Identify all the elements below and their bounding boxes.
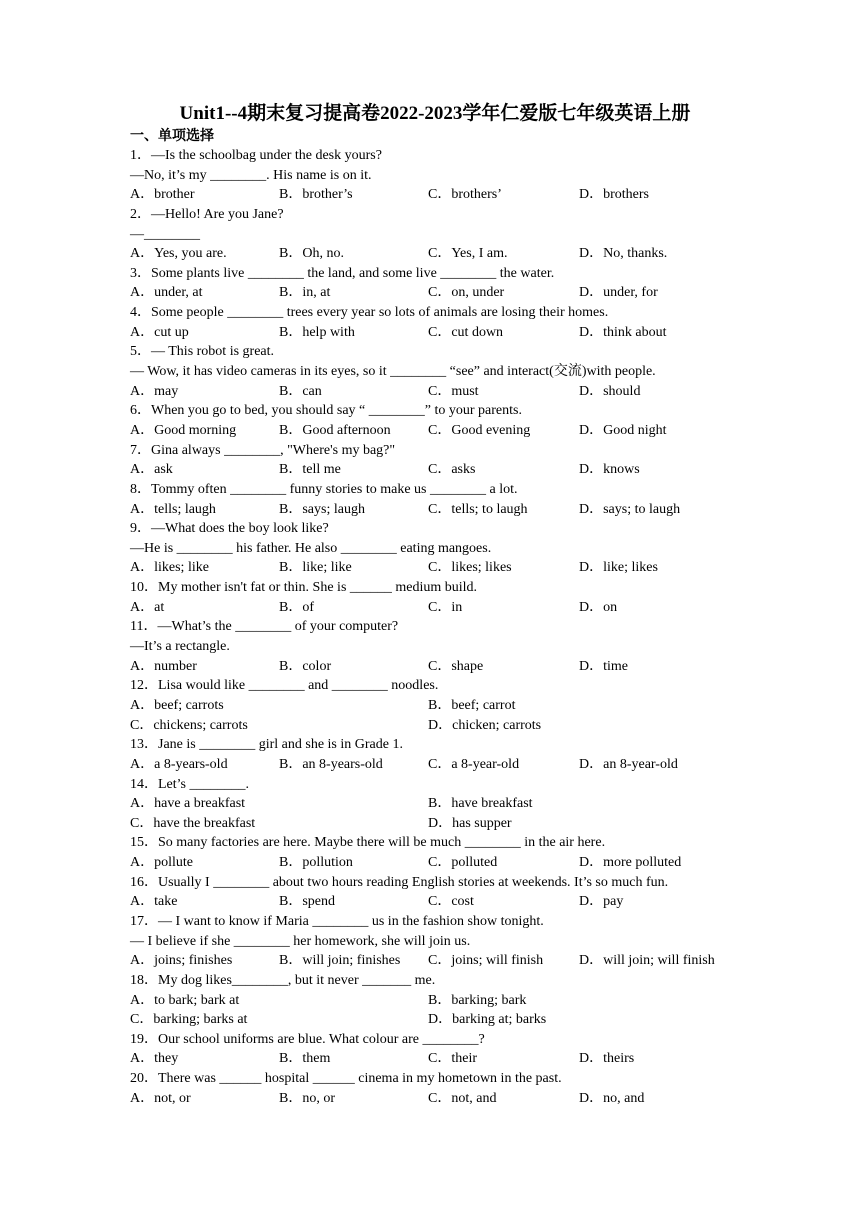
answer-option: B．will join; finishes <box>279 953 401 969</box>
answer-option: D．pay <box>579 894 624 910</box>
options-row <box>130 323 750 343</box>
options-row <box>130 991 750 1011</box>
question-stem: 5．— This robot is great. <box>130 344 275 360</box>
options-row <box>130 696 750 716</box>
answer-option: B．can <box>279 383 322 399</box>
answer-option: C．joins; will finish <box>428 953 544 969</box>
options-row <box>130 1089 750 1109</box>
answer-option: C．likes; likes <box>428 560 512 576</box>
answer-option: A．have a breakfast <box>130 796 246 812</box>
answer-option: A．ask <box>130 462 173 478</box>
answer-option: C．must <box>428 383 479 399</box>
options-row <box>130 421 750 441</box>
question-stem: 8．Tommy often ________ funny stories to make us ________ a lot. <box>130 481 518 497</box>
answer-option: C．tells; to laugh <box>428 501 528 517</box>
question-item <box>130 264 750 303</box>
answer-option: C．in <box>428 599 463 615</box>
answer-option: D．think about <box>579 324 667 340</box>
options-row <box>130 1049 750 1069</box>
options-row <box>130 794 750 814</box>
answer-option: B．brother’s <box>279 187 353 203</box>
answer-option: A．brother <box>130 187 195 203</box>
answer-option: D．an 8-year-old <box>579 756 678 772</box>
answer-option: D．has supper <box>428 815 512 831</box>
answer-option: B．help with <box>279 324 355 340</box>
answer-option: D．brothers <box>579 187 649 203</box>
question-text-line: — Wow, it has video cameras in its eyes, so it ________ “see” and interact(交流)with people. <box>130 364 656 380</box>
answer-option: B．says; laugh <box>279 501 365 517</box>
question-stem: 2．—Hello! Are you Jane? <box>130 206 284 222</box>
question-item <box>130 735 750 774</box>
answer-option: A．cut up <box>130 324 189 340</box>
options-row <box>130 892 750 912</box>
answer-option: B．have breakfast <box>428 796 533 812</box>
answer-option: D．chicken; carrots <box>428 717 542 733</box>
question-text-line: —He is ________ his father. He also ________ eating mangoes. <box>130 540 492 556</box>
answer-option: A．to bark; bark at <box>130 992 240 1008</box>
question-stem: 7．Gina always ________, "Where's my bag?" <box>130 442 396 458</box>
answer-option: C．brothers’ <box>428 187 502 203</box>
options-row <box>130 657 750 677</box>
answer-option: B．an 8-years-old <box>279 756 383 772</box>
question-text-line: — I believe if she ________ her homework, she will join us. <box>130 933 471 949</box>
answer-option: B．tell me <box>279 462 341 478</box>
question-text-line: —It’s a rectangle. <box>130 639 230 655</box>
answer-option: D．knows <box>579 462 640 478</box>
question-item <box>130 833 750 872</box>
answer-option: D．says; to laugh <box>579 501 681 517</box>
answer-option: D．will join; will finish <box>579 953 715 969</box>
question-item <box>130 873 750 912</box>
answer-option: D．should <box>579 383 641 399</box>
answer-option: C．shape <box>428 658 484 674</box>
question-stem: 20．There was ______ hospital ______ cinema in my hometown in the past. <box>130 1071 562 1087</box>
options-row <box>130 244 750 264</box>
question-item <box>130 775 750 834</box>
answer-option: D．theirs <box>579 1051 635 1067</box>
question-item <box>130 1069 750 1108</box>
answer-option: C．barking; barks at <box>130 1012 248 1028</box>
answer-option: B．barking; bark <box>428 992 527 1008</box>
options-row <box>130 814 750 834</box>
question-item <box>130 912 750 971</box>
question-item <box>130 441 750 480</box>
document-title: Unit1--4期末复习提高卷2022-2023学年仁爱版七年级英语上册 <box>179 103 691 124</box>
answer-option: B．them <box>279 1051 331 1067</box>
answer-option: D．no, and <box>579 1090 645 1106</box>
answer-option: A．may <box>130 383 179 399</box>
question-item <box>130 676 750 735</box>
question-stem: 14．Let’s ________. <box>130 776 249 792</box>
answer-option: C．Good evening <box>428 422 531 438</box>
answer-option: A．they <box>130 1051 179 1067</box>
question-list <box>130 146 750 1108</box>
options-row <box>130 558 750 578</box>
question-stem: 11．—What’s the ________ of your computer? <box>130 619 399 635</box>
answer-option: C．a 8-year-old <box>428 756 520 772</box>
question-item <box>130 205 750 264</box>
answer-option: B．no, or <box>279 1090 335 1106</box>
question-item <box>130 401 750 440</box>
answer-option: A．joins; finishes <box>130 953 233 969</box>
answer-option: A．tells; laugh <box>130 501 216 517</box>
answer-option: C．their <box>428 1051 477 1067</box>
answer-option: A．beef; carrots <box>130 697 224 713</box>
answer-option: C．chickens; carrots <box>130 717 248 733</box>
options-row <box>130 951 750 971</box>
question-stem: 15．So many factories are here. Maybe there will be much ________ in the air here. <box>130 835 606 851</box>
answer-option: B．in, at <box>279 285 331 301</box>
question-stem: 18．My dog likes________, but it never _______ me. <box>130 972 436 988</box>
question-item <box>130 519 750 578</box>
answer-option: C．asks <box>428 462 476 478</box>
answer-option: C．cut down <box>428 324 504 340</box>
question-item <box>130 617 750 676</box>
question-item <box>130 578 750 617</box>
answer-option: A．Yes, you are. <box>130 246 227 262</box>
question-stem: 6．When you go to bed, you should say “ ________” to your parents. <box>130 403 522 419</box>
question-item <box>130 303 750 342</box>
question-stem: 12．Lisa would like ________ and ________ noodles. <box>130 678 439 694</box>
answer-option: A．not, or <box>130 1090 191 1106</box>
answer-option: D．time <box>579 658 628 674</box>
options-row <box>130 716 750 736</box>
options-row <box>130 853 750 873</box>
options-row <box>130 598 750 618</box>
answer-option: B．pollution <box>279 855 353 871</box>
answer-option: A．take <box>130 894 178 910</box>
options-row <box>130 185 750 205</box>
answer-option: A．pollute <box>130 855 193 871</box>
answer-option: C．have the breakfast <box>130 815 256 831</box>
answer-option: B．Oh, no. <box>279 246 344 262</box>
question-text-line: —________ <box>130 226 200 242</box>
answer-option: B．color <box>279 658 332 674</box>
question-stem: 10．My mother isn't fat or thin. She is ______ medium build. <box>130 580 478 596</box>
answer-option: A．number <box>130 658 197 674</box>
answer-option: C．on, under <box>428 285 505 301</box>
question-stem: 16．Usually I ________ about two hours reading English stories at weekends. It’s so much fun. <box>130 874 669 890</box>
options-row <box>130 283 750 303</box>
answer-option: D．Good night <box>579 422 667 438</box>
answer-option: B．spend <box>279 894 335 910</box>
answer-option: A．under, at <box>130 285 203 301</box>
question-item <box>130 1030 750 1069</box>
question-stem: 17．— I want to know if Maria ________ us in the fashion show tonight. <box>130 913 544 929</box>
options-row <box>130 1010 750 1030</box>
answer-option: C．polluted <box>428 855 498 871</box>
section-heading: 一、单项选择 <box>130 129 214 144</box>
question-stem: 13．Jane is ________ girl and she is in Grade 1. <box>130 737 403 753</box>
answer-option: C．cost <box>428 894 474 910</box>
question-item <box>130 480 750 519</box>
document-page <box>130 101 750 1108</box>
answer-option: A．at <box>130 599 165 615</box>
answer-option: D．under, for <box>579 285 658 301</box>
answer-option: A．Good morning <box>130 422 237 438</box>
question-stem: 19．Our school uniforms are blue. What colour are ________? <box>130 1031 485 1047</box>
question-stem: 4．Some people ________ trees every year so lots of animals are losing their homes. <box>130 305 609 321</box>
answer-option: B．beef; carrot <box>428 697 516 713</box>
answer-option: D．more polluted <box>579 855 682 871</box>
answer-option: C．Yes, I am. <box>428 246 508 262</box>
question-stem: 9．—What does the boy look like? <box>130 521 329 537</box>
answer-option: A．a 8-years-old <box>130 756 228 772</box>
options-row <box>130 755 750 775</box>
answer-option: B．of <box>279 599 314 615</box>
question-text-line: —No, it’s my ________. His name is on it. <box>130 167 372 183</box>
answer-option: D．No, thanks. <box>579 246 668 262</box>
options-row <box>130 382 750 402</box>
answer-option: B．like; like <box>279 560 352 576</box>
options-row <box>130 460 750 480</box>
answer-option: B．Good afternoon <box>279 422 391 438</box>
question-item <box>130 971 750 1030</box>
question-item <box>130 146 750 205</box>
question-stem: 3．Some plants live ________ the land, and some live ________ the water. <box>130 265 555 281</box>
question-item <box>130 342 750 401</box>
options-row <box>130 500 750 520</box>
answer-option: D．on <box>579 599 618 615</box>
answer-option: D．like; likes <box>579 560 658 576</box>
answer-option: D．barking at; barks <box>428 1012 547 1028</box>
answer-option: C．not, and <box>428 1090 497 1106</box>
question-stem: 1．—Is the schoolbag under the desk yours? <box>130 148 382 163</box>
answer-option: A．likes; like <box>130 560 209 576</box>
